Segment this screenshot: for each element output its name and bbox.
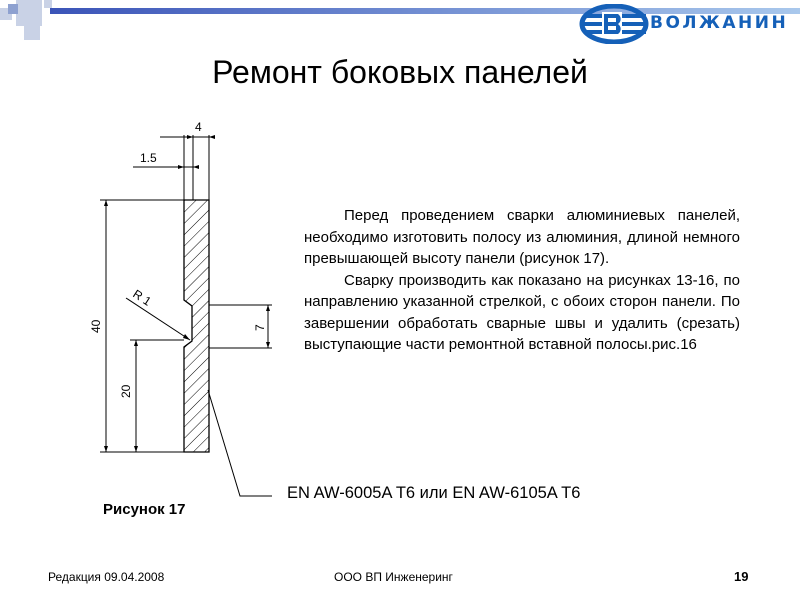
logo-text: ВОЛЖАНИН <box>650 13 789 33</box>
technical-drawing <box>0 110 320 510</box>
footer-edition: Редакция 09.04.2008 <box>48 570 165 584</box>
footer-company: ООО ВП Инженеринг <box>334 570 453 584</box>
page-number: 19 <box>734 569 749 584</box>
material-label: EN AW-6005A T6 или EN AW-6105A T6 <box>287 484 581 502</box>
dim-lower-height: 20 <box>119 384 133 398</box>
paragraph-2: Сварку производить как показано на рисунках 13-16, по направлению указанной стрелкой, с обоих сторон панели. По завершении обработать сварные швы и удалить (срезать) выступающие части ремонтной вставной полосы.рис.16 <box>304 271 740 353</box>
dim-step: 7 <box>253 324 267 331</box>
dim-radius: R 1 <box>130 286 154 309</box>
panel-profile <box>184 200 209 452</box>
dim-offset: 1.5 <box>140 151 157 165</box>
paragraph-1: Перед проведением сварки алюминиевых панелей, необходимо изготовить полосу из алюминия, длиной немного превышающей высоту панели (рисунок 17). <box>304 207 740 267</box>
description-text <box>304 205 740 356</box>
dim-total-height: 40 <box>89 319 103 333</box>
page-title: Ремонт боковых панелей <box>212 54 588 90</box>
dim-top-width: 4 <box>195 120 202 134</box>
figure-caption: Рисунок 17 <box>103 501 186 518</box>
